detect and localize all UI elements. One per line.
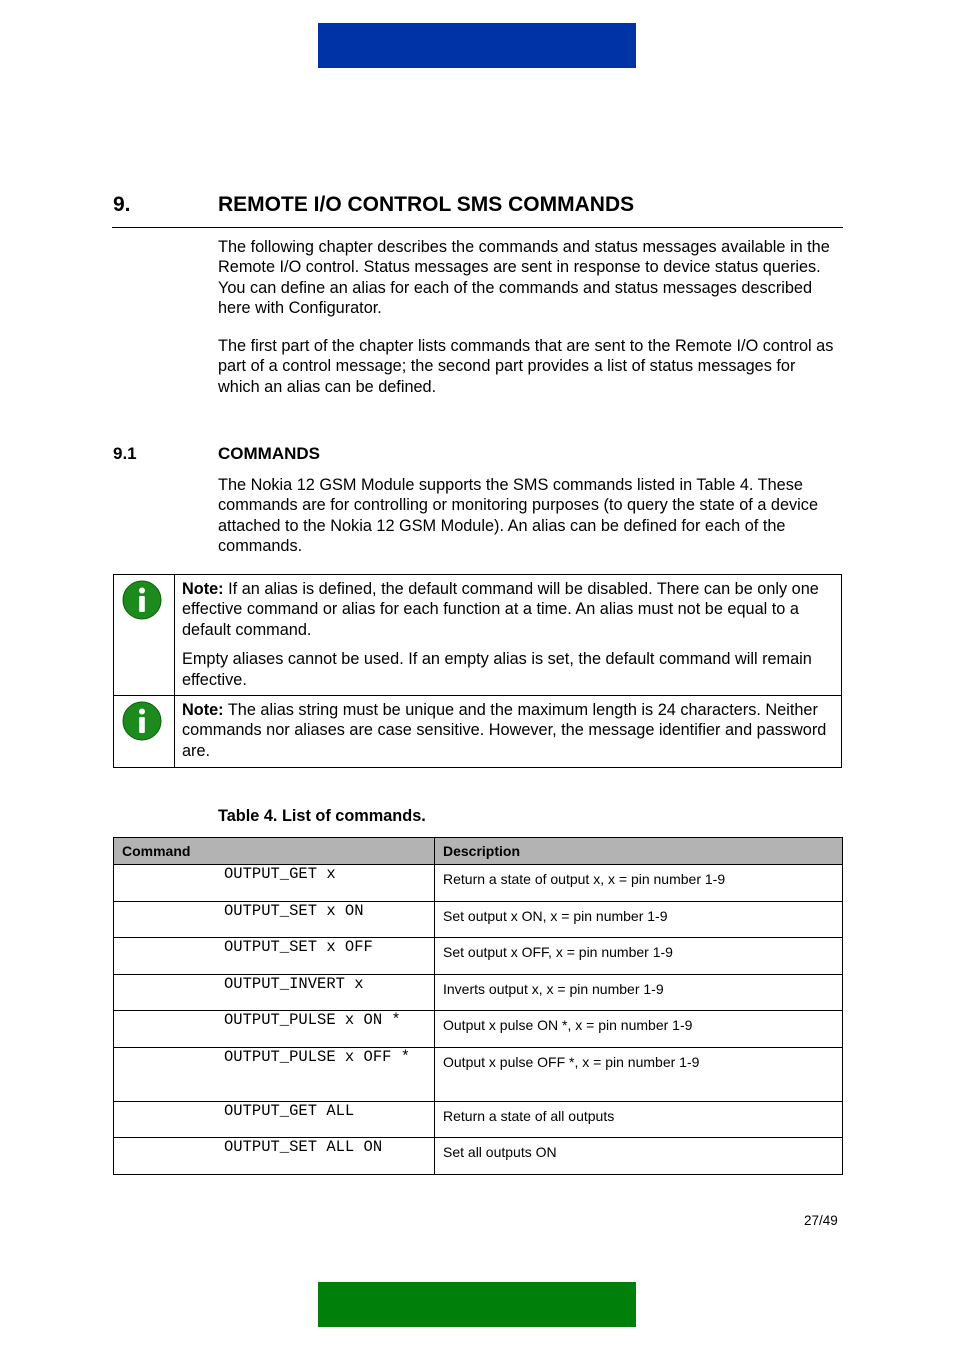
section-title: COMMANDS [218,444,320,463]
command-cell: OUTPUT_SET x ON [114,901,435,938]
note-text [182,700,834,761]
table-row [114,1011,843,1048]
description-cell: Output x pulse OFF *, x = pin number 1-9 [435,1047,843,1101]
command-cell: OUTPUT_SET ALL ON [114,1138,435,1175]
note-box [113,695,842,768]
section-paragraph: The Nokia 12 GSM Module supports the SMS commands listed in Table 4. These commands are for controlling or monitoring purposes (to query the state of a device attached to the Nokia 12 GSM Module). An alias can be defined for each of the commands. [218,476,818,556]
description-cell: Set all outputs ON [435,1138,843,1175]
description-cell: Set output x OFF, x = pin number 1-9 [435,938,843,975]
chapter-title: REMOTE I/O CONTROL SMS COMMANDS [218,193,635,216]
note-text [182,579,834,690]
note-body: The alias string must be unique and the maximum length is 24 characters. Neither commands nor aliases are case sensitive. However, the message identifier and password are. [182,701,827,760]
note-box [113,574,842,696]
note-label: Note: [182,580,224,598]
column-header-description: Description [435,838,843,865]
table-row [114,1138,843,1175]
table-row [114,938,843,975]
note-extra: Empty aliases cannot be used. If an empty alias is set, the default command will remain effective. [182,650,812,689]
command-cell: OUTPUT_PULSE x OFF * [114,1047,435,1101]
header-color-bar [318,23,636,68]
command-cell: OUTPUT_GET ALL [114,1101,435,1138]
note-label: Note: [182,701,224,719]
chapter-paragraph: The first part of the chapter lists commands that are sent to the Remote I/O control as part of a control message; the second part provides a list of status messages for which an alias can be defined. [218,337,834,396]
table-caption: Table 4. List of commands. [218,807,426,825]
description-cell: Inverts output x, x = pin number 1-9 [435,974,843,1011]
description-cell: Return a state of all outputs [435,1101,843,1138]
command-cell: OUTPUT_PULSE x ON * [114,1011,435,1048]
commands-table [113,837,843,1175]
table-row [114,865,843,902]
note-body: If an alias is defined, the default command will be disabled. There can be only one effective command or alias for each function at a time. An alias must not be equal to a default command. [182,580,819,639]
page-number: 27/49 [804,1213,838,1228]
command-cell: OUTPUT_SET x OFF [114,938,435,975]
command-cell: OUTPUT_INVERT x [114,974,435,1011]
chapter-heading [112,191,843,228]
table-row [114,1047,843,1101]
command-cell: OUTPUT_GET x [114,865,435,902]
description-cell: Set output x ON, x = pin number 1-9 [435,901,843,938]
column-header-command: Command [114,838,435,865]
section-number: 9.1 [113,444,137,463]
note-icon-cell [114,696,175,767]
info-icon [122,580,162,620]
chapter-number: 9. [113,193,131,216]
info-icon [122,701,162,741]
note-icon-cell [114,575,175,695]
chapter-paragraph: The following chapter describes the commands and status messages available in the Remote I/O control. Status messages are sent in response to device status queries. You can define an alias for each of the commands and status messages described here with Configurator. [218,238,830,318]
table-row [114,1101,843,1138]
description-cell: Return a state of output x, x = pin number 1-9 [435,865,843,902]
description-cell: Output x pulse ON *, x = pin number 1-9 [435,1011,843,1048]
footer-color-bar [318,1282,636,1327]
table-row [114,974,843,1011]
table-row [114,901,843,938]
